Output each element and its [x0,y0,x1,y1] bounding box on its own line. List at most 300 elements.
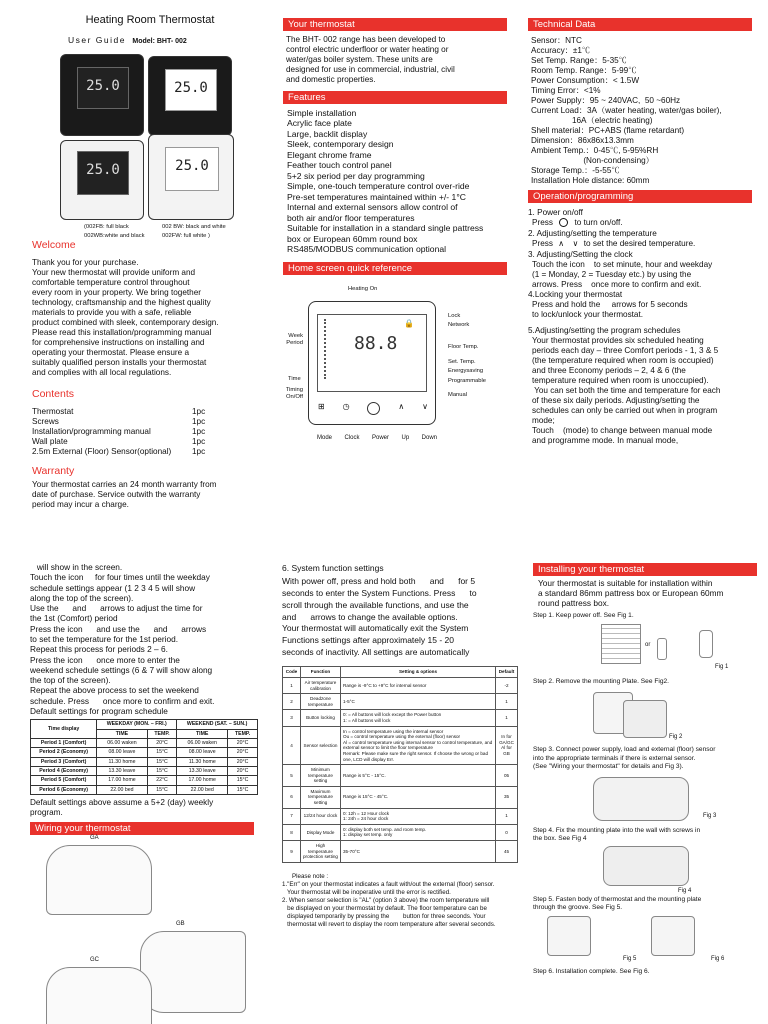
fig4-label: Fig 4 [678,887,692,894]
schedule-row [31,766,258,775]
label-week: Week [288,332,303,339]
schedule-cell: 17.00 home [97,776,147,785]
tech-item: Ambient Temp.：0-45℃, 5-95%RH [531,146,659,155]
your-thermostat-line: and domestic properties. [286,75,376,84]
label-period: Period [286,339,303,346]
schedule-cell: 20°C [228,748,258,757]
install-line: round pattress box. [538,598,610,609]
operation-heading: Operation/programming [528,190,752,203]
op3-line: (1 = Monday, 2 = Tuesday etc.) by using the [532,270,692,279]
th-weekday: WEEKDAY (MON. – FRI.) [97,720,177,729]
caption-line: 002WB:white and black [84,233,145,240]
contents-item [32,417,272,427]
op5-line: periods each day – three Comfort periods - 1, 3 & 5 [532,346,719,355]
your-thermostat-heading: Your thermostat [283,18,507,31]
lcd-screen: 25.0 [165,147,219,191]
system-table-row [283,765,518,787]
op3-line: arrows. Press once more to confirm and exit. [532,280,702,289]
page-title: Heating Room Thermostat [85,14,215,26]
schedule-row [31,748,258,757]
step-3 [533,746,765,771]
step-6: Step 6. Installation complete. See Fig 6. [533,968,650,976]
up-arrow-icon: ∧ [558,239,565,248]
clock-button-icon[interactable]: ◷ [342,401,350,411]
tech-item: Current Load：3A（water heating, water/gas boiler), [531,106,722,115]
schedule-line: Press the icon once more to enter the [30,654,180,665]
notes-section [282,873,522,929]
step-3-line: (See "Wiring your thermostat" for details and Fig 3). [533,762,684,770]
schedule-table [30,719,258,795]
notes-text [282,881,522,929]
schedule-row [31,785,258,794]
installing-text [538,578,765,608]
power-icon [559,218,568,227]
tech-item: Storage Temp.：-5-55℃ [531,166,620,175]
button-labels [317,435,437,442]
system-table-cell: Air temperature calibration [301,677,341,693]
label-time: Time [288,375,301,382]
schedule-line: schedule. Press once more to confirm and exit. [30,695,215,706]
system-table-header: Setting & options [341,667,496,678]
welcome-line: operating your thermostat. Please ensure a [32,347,190,357]
contents-item-qty: 1pc [192,406,206,416]
label-down: Down [421,434,437,441]
welcome-line: suitably qualified person installs your thermostat [32,357,207,367]
schedule-cell: 17.00 home [177,776,228,785]
feature-item: Acrylic face plate [287,118,352,129]
schedule-line: Default settings for program schedule [30,705,168,716]
install-line: a standard 86mm pattress box or European 60mm [538,588,724,599]
schedule-cell: 11.30 home [177,757,228,766]
schedule-period-cell: Period 2 (Economy) [31,748,97,757]
op1-rest: to turn on/off. [574,218,623,227]
contents-item [32,447,272,457]
wiring-diagram-ga [46,845,152,915]
label-week-period [283,333,303,347]
system-table-cell: 9 [283,841,301,863]
schedule-line: the top of the screen). [30,675,111,686]
op3-line: Touch the icon to set minute, hour and weekday [532,260,713,269]
system-table-cell: 1-5°C [341,694,496,710]
step-2: Step 2. Remove the mounting Plate. See Fig2. [533,678,669,686]
label-timing [279,387,303,401]
tech-item: Shell material：PC+ABS (flame retardant) [531,126,685,135]
column-2 [283,18,513,475]
system-table-cell: Display Mode [301,824,341,840]
system-table-cell: 35 [496,786,518,808]
system-table-cell: Range is -9°C to +9°C for internal sensor [341,677,496,693]
system-table-row [283,824,518,840]
fig2-area [533,686,765,746]
wiring-heading: Wiring your thermostat [30,822,254,835]
lcd-screen: 25.0 [165,69,217,111]
system-line: seconds of inactivity. All settings are automatically [282,646,470,657]
system-table-cell: Sensor selection [301,726,341,765]
schedule-period-cell: Period 6 (Economy) [31,785,97,794]
contents-item-name: 2.5m External (Floor) Sensor(optional) [32,446,172,456]
schedule-line: the 1st (Comfort) period [30,613,118,624]
system-table-cell: 3 [283,710,301,726]
note-line: displayed temporarily by pressing the button for three seconds. Your [282,913,486,921]
schedule-note: Default settings above assume a 5+2 (day) weekly [30,797,214,807]
tech-data-list [531,36,763,186]
system-table-row [283,694,518,710]
schedule-cell: 15°C [147,757,177,766]
step-3-line: Step 3. Connect power supply, load and external (floor) sensor [533,746,716,754]
fig3-wiring [593,777,689,821]
contents-item-qty: 1pc [192,426,206,436]
feature-item: Suitable for installation in a standard single pattress [287,223,484,234]
system-line: and arrows to change the available options. [282,611,458,622]
system-table-cell: 7 [283,808,301,824]
button-row [309,402,437,415]
your-thermostat-line: control electric underfloor or water heating or [286,45,449,54]
op2-line [532,239,763,249]
lock-icon: 🔒 [404,318,414,328]
op5-line: Your thermostat provides six scheduled heating [532,336,704,345]
label-heating-on: Heating On [348,285,378,292]
system-table-cell: In for GA/GC Al for GB [496,726,518,765]
step-1: Step 1. Keep power off. See Fig 1. [533,612,634,620]
tech-item: Accuracy：±1℃ [531,46,591,55]
installing-heading: Installing your thermostat [533,563,757,576]
schedule-cell: 13.30 leave [177,766,228,775]
power-button-icon[interactable] [367,402,380,415]
system-table-cell: Maximum temperature setting [301,786,341,808]
note-line: 2. When sensor selection is "AL" (option 3 above) the room temperature will [282,897,490,905]
system-table-cell: 1 [283,677,301,693]
system-table-row [283,710,518,726]
wiring-diagram-gb [140,931,246,1013]
system-table-cell: 0: display both set temp. and room temp. 1: display set temp. only [341,824,496,840]
op1-press: Press [532,218,553,227]
system-table-cell: 1 [496,808,518,824]
system-table-cell: In = control temperature using the internal sensor Ou = control temperature using the external (floor) sensor Al = control temperature using internal sensor to control temperature, and external sensor to limit the floor temperature Remark: Please make sure the right sensor. If choose the wrong or bad one, LCD will display Err. [341,726,496,765]
schedule-cell: 06.00 waken [177,738,228,747]
op5-title: 5.Adjusting/setting the program schedules [528,326,681,335]
op1-title: 1. Power on/off [528,208,583,217]
schedule-cell: 20°C [228,766,258,775]
system-line: With power off, press and hold both and for 5 [282,576,476,587]
th-display: Time display [31,720,97,739]
thermostat-photo-full-black [60,54,144,136]
system-table-cell: 45 [496,841,518,863]
warranty-line: date of purchase. Service outwith the warranty [32,490,201,500]
op5-line: schedules can only be carried out when in program [532,406,718,415]
feature-item: Pre-set temperatures maintained within +/- 1°C [287,191,466,202]
schedule-line: Use the and arrows to adjust the time for [30,603,203,614]
contents-item [32,437,272,447]
note-line: 1."Err" on your thermostat indicates a fault with/out the external (floor) sensor. [282,880,495,888]
contents-item-name: Wall plate [32,436,68,446]
label-set-temp: Set. Temp. [448,358,476,365]
feature-item: Internal and external sensors allow control of [287,202,458,213]
feature-item: box or European 60mm round box [287,233,418,244]
schedule-cell: 11.30 home [97,757,147,766]
system-table-header: Code [283,667,301,678]
fig1-area [533,620,765,672]
step-3-line: into the appropriate terminals if there is external sensor. [533,754,696,762]
system-table-cell: 0: = All buttons will lock except the Power button 1: = All buttons will lock [341,710,496,726]
system-table-cell: 1 [496,694,518,710]
tech-item: Set Temp. Range：5-35℃ [531,56,627,65]
wiring-diagram-gc [46,967,152,1024]
schedule-cell: 20°C [228,757,258,766]
label-floor-temp: Floor Temp. [448,343,479,350]
welcome-line: Thank you for your purchase. [32,257,139,267]
tech-item: Installation Hole distance: 60mm [531,176,650,185]
operation-text [528,208,763,446]
op4-line: Press and hold the arrows for 5 seconds [532,300,688,309]
op5-line: and programme mode. In manual mode, [532,436,679,445]
op4-text [532,300,763,320]
tech-item: Power Supply：95 ~ 240VAC, 50 ~60Hz [531,96,681,105]
op5-line: of these six daily periods. Adjusting/setting the [532,396,700,405]
column-5 [282,563,522,929]
system-table-cell: 35-70°C [341,841,496,863]
thermostat-photo-full-white [148,134,234,220]
tech-item: Dimension：86x86x13.3mm [531,136,634,145]
system-table-row [283,726,518,765]
down-arrow-icon: ∨ [572,239,579,248]
system-table-cell: High temperature protection setting [301,841,341,863]
op5-line: (the temperature required when room is occupied) [532,356,714,365]
fig2-label: Fig 2 [669,734,683,741]
contents-heading: Contents [32,387,75,400]
contents-item [32,427,272,437]
schedule-period-cell: Period 1 (Comfort) [31,738,97,747]
feature-item: RS485/MODBUS communication optional [287,244,447,255]
system-table-row [283,841,518,863]
fig2-plate [623,700,667,738]
schedule-line: Press the icon and use the and arrows [30,623,207,634]
system-table-row [283,808,518,824]
warranty-heading: Warranty [32,464,75,477]
op2-press: Press [532,239,553,248]
tech-data-heading: Technical Data [528,18,752,31]
schedule-cell: 20°C [147,738,177,747]
period-bar [324,319,338,379]
lcd-screen: 25.0 [77,67,129,109]
schedule-line: to set the temperature for the 1st period. [30,633,179,644]
thermostat-photo-black-white [148,56,232,136]
contents-item-qty: 1pc [192,436,206,446]
system-table-cell: 4 [283,726,301,765]
op1-line [532,218,763,228]
home-screen-heading: Home screen quick reference [283,262,507,275]
column-3 [528,18,763,446]
schedule-line: will show in the screen. [30,562,123,572]
schedule-row [31,757,258,766]
lcd-digits: 88.8 [354,332,398,354]
op5-text [532,336,763,446]
welcome-line: every room in your property. We bring together [32,287,201,297]
schedule-cell: 15°C [228,776,258,785]
contents-item-qty: 1pc [192,416,206,426]
your-thermostat-line: water/gas boiler system. These units are [286,55,433,64]
label-mode: Mode [317,434,333,441]
schedule-period-cell: Period 4 (Economy) [31,766,97,775]
op5-line: temperature required when room is unoccupied). [532,376,709,385]
schedule-note-2: program. [30,807,63,817]
system-table-cell: Deadzone temperature [301,694,341,710]
op3-title: 3. Adjusting/Setting the clock [528,250,633,259]
system-table-cell: 8 [283,824,301,840]
system-table-cell: Button locking [301,710,341,726]
schedule-row [31,776,258,785]
label-power: Power [372,434,390,441]
system-line: scroll through the available functions, and use the [282,599,469,610]
schedule-row [31,738,258,747]
system-table-header: Default [496,667,518,678]
label-ga: GA [90,834,99,841]
th-time: TIME [97,729,147,738]
welcome-line: and complies with all local regulations. [32,367,172,377]
system-line: Functions settings after approximately 15 - 20 [282,634,454,645]
schedule-cell: 22.00 bed [177,785,228,794]
schedule-cell: 22.00 bed [97,785,147,794]
label-onoff: On/Off [286,393,303,400]
schedule-cell: 15°C [147,748,177,757]
step-4-line: Step 4. Fix the mounting plate into the wall with screws in [533,827,701,835]
tech-item: Room Temp. Range：5-99℃ [531,66,637,75]
caption-line: 002FW: full white ) [162,233,210,240]
schedule-cell: 06.00 waken [97,738,147,747]
column-4 [30,562,266,1024]
feature-item: 5+2 six period per day programming [287,170,425,181]
feature-item: Elegant chrome frame [287,149,372,160]
your-thermostat-line: The BHT- 002 range has been developed to [286,35,446,44]
step-5 [533,896,765,912]
fig1-round-box [699,630,713,658]
fig5-6-area [533,912,765,968]
system-table-row [283,786,518,808]
feature-item: Simple, one-touch temperature control over-ride [287,181,470,192]
label-up: Up [401,434,410,441]
schedule-cell: 13.30 leave [97,766,147,775]
feature-item: Simple installation [287,108,357,118]
mode-button-icon[interactable]: ⊞ [317,401,325,411]
wiring-diagrams [30,835,266,1024]
contents-item-qty: 1pc [192,446,206,456]
step-5-line: through the groove. See Fig 5. [533,903,623,911]
label-programmable: Programmable [448,377,487,384]
label-gb: GB [176,920,185,927]
schedule-line: Touch the icon for four times until the weekday [30,572,210,583]
feature-item: both air and/or floor temperatures [287,212,415,223]
fig1-label: Fig 1 [715,664,729,671]
system-settings-title: 6. System function settings [282,563,384,573]
fig4-plate [603,846,689,886]
caption-line: (002FB: full black [84,224,129,230]
label-gc: GC [90,956,99,963]
op5-line: and three Economy periods – 2, 4 & 6 (the [532,366,686,375]
warranty-text [32,480,272,510]
welcome-heading: Welcome [32,239,76,251]
or-label: or [645,642,651,649]
schedule-line: Repeat this process for periods 2 – 6. [30,644,168,655]
system-settings-text [282,576,522,658]
schedule-instructions [30,562,266,716]
label-network: Network [448,321,470,328]
note-line: thermostat will revert to display the room temperature after several seconds. [282,921,496,929]
system-table-cell: -2 [496,677,518,693]
fig5-label: Fig 5 [623,956,637,963]
your-thermostat-text [286,35,513,85]
feature-item: Feather touch control panel [287,160,392,171]
guide-row [68,35,260,47]
th-temp: TEMP. [147,729,177,738]
label-timing-text: Timing [285,386,303,393]
schedule-line: along the top of the screen). [30,592,134,603]
lcd-screen: 25.0 [77,151,129,195]
step-4 [533,827,765,843]
welcome-text [32,258,272,378]
fig1-square-box [601,624,641,664]
op5-line: mode; [532,416,555,425]
up-button-icon[interactable]: ∧ [398,401,405,411]
label-manual: Manual [448,391,468,398]
caption-line: 002 BW: black and white [162,224,226,230]
system-table-cell: Range is 5°C - 15°C. [341,765,496,787]
system-table-cell: 1 [496,710,518,726]
system-table-cell: 05 [496,765,518,787]
column-6 [533,563,765,976]
label-clock: Clock [344,434,360,441]
schedule-line: weekend schedule settings (6 & 7 will show along [30,664,213,675]
op2-title: 2. Adjusting/setting the temperature [528,229,657,238]
fig3-label: Fig 3 [703,813,717,820]
op5-line: Touch (mode) to change between manual mode [532,426,713,435]
note-line: Your thermostat will be inoperative until the error is rectified. [282,888,451,896]
warranty-line: Your thermostat carries an 24 month warranty from [32,480,217,490]
welcome-section [32,236,272,510]
note-line: be displayed on your thermostat by default. The floor temperature can be [282,905,487,913]
schedule-cell: 15°C [228,785,258,794]
th-weekend: WEEKEND (SAT. – SUN.) [177,720,258,729]
welcome-line: Your new thermostat will provide uniform and [32,267,196,277]
system-table-cell: Minimum temperature setting [301,765,341,787]
thermostat-outline [308,301,436,425]
label-energysaving: Energysaving [448,367,484,374]
home-screen-diagram [283,275,513,475]
fig6-thermostat [651,916,695,956]
op2-rest: to set the desired temperature. [583,239,696,248]
schedule-cell: 15°C [147,785,177,794]
thermostat-photo-white-black [60,140,144,220]
schedule-period-cell: Period 3 (Comfort) [31,757,97,766]
th-time: TIME [177,729,228,738]
system-line: Your thermostat will automatically exit the System [282,623,469,634]
fig4-area [533,844,765,896]
step-5-line: Step 5. Fasten body of thermostat and the mounting plate [533,895,702,903]
op3-text [532,260,763,290]
down-button-icon[interactable]: ∨ [422,401,428,411]
welcome-line: comfortable temperature control throughout [32,277,190,287]
your-thermostat-line: designed for use in commercial, industrial, civil [286,65,455,74]
system-table-cell: 6 [283,786,301,808]
system-table-cell: 5 [283,765,301,787]
fig3-area [533,771,765,827]
system-line: seconds to enter the System Functions. Press to [282,588,477,599]
schedule-cell: 08.00 leave [177,748,228,757]
op4-title: 4.Locking your thermostat [528,290,623,299]
contents-item-name: Screws [32,416,59,426]
warranty-line: period may incur a charge. [32,500,129,510]
schedule-period-cell: Period 5 (Comfort) [31,776,97,785]
tech-item: (Non-condensing） [531,156,654,165]
system-table-row [283,677,518,693]
